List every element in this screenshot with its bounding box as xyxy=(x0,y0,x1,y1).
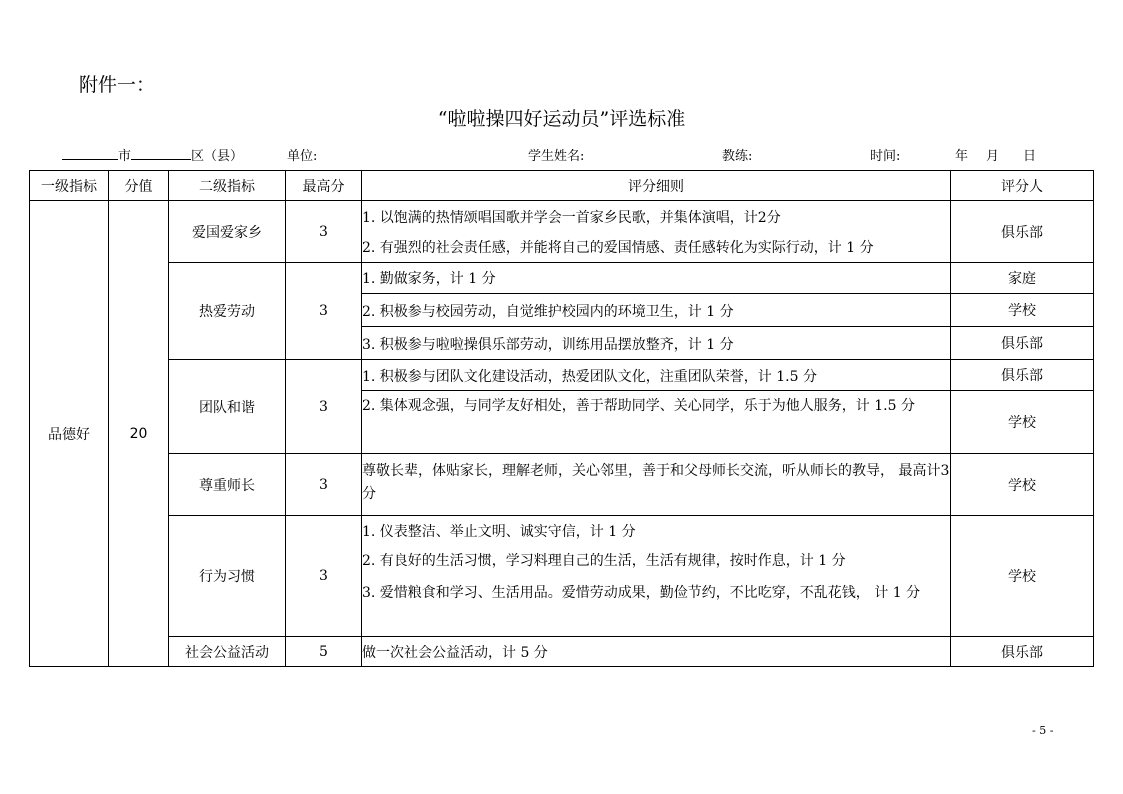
header-score: 分值 xyxy=(124,178,153,195)
grader-cell: 家庭 xyxy=(1008,271,1036,287)
level2-cell: 爱国爱家乡 xyxy=(192,224,262,241)
max-score-cell: 3 xyxy=(319,476,328,493)
detail-line: 2. 积极参与校园劳动，自觉维护校园内的环境卫生，计 1 分 xyxy=(362,304,734,320)
detail-line: 3. 积极参与啦啦操俱乐部劳动，训练用品摆放整齐，计 1 分 xyxy=(362,337,734,353)
time-label: 时间: xyxy=(870,149,901,164)
max-score-cell: 3 xyxy=(319,223,328,240)
grader-cell: 学校 xyxy=(1008,477,1036,494)
header-level1: 一级指标 xyxy=(41,178,97,195)
max-score-cell: 3 xyxy=(319,303,328,319)
level2-cell: 行为习惯 xyxy=(199,569,255,585)
level2-cell: 团队和谐 xyxy=(199,399,255,416)
detail-line: 1. 积极参与团队文化建设活动，热爱团队文化，注重团队荣誉，计 1.5 分 xyxy=(362,369,817,385)
header-grader: 评分人 xyxy=(1001,178,1043,195)
document-title: “啦啦操四好运动员”评选标准 xyxy=(437,108,686,130)
detail-line: 1. 以饱满的热情颂唱国歌并学会一首家乡民歌，并集体演唱，计2分 xyxy=(362,210,781,226)
grader-cell: 学校 xyxy=(1008,415,1036,431)
grader-cell: 学校 xyxy=(1008,303,1036,319)
level1-cell: 品德好 xyxy=(48,426,90,443)
grader-cell: 俱乐部 xyxy=(1001,224,1043,241)
level2-cell: 热爱劳动 xyxy=(199,304,255,320)
max-score-cell: 3 xyxy=(319,568,328,584)
year-label: 年 xyxy=(955,149,969,164)
score-cell: 20 xyxy=(129,425,148,442)
attachment-label: 附件一： xyxy=(79,74,156,96)
max-score-cell: 5 xyxy=(319,643,328,660)
grader-cell: 学校 xyxy=(1008,569,1036,585)
student-name-label: 学生姓名: xyxy=(528,149,585,164)
grader-cell: 俱乐部 xyxy=(1001,336,1043,352)
header-level2: 二级指标 xyxy=(199,178,255,195)
unit-label: 单位: xyxy=(287,149,318,164)
detail-line: 2. 集体观念强，与同学友好相处，善于帮助同学、关心同学，乐于为他人服务，计 1.5 分 xyxy=(362,398,915,414)
detail-line: 2. 有强烈的社会责任感，并能将自己的爱国情感、责任感转化为实际行动，计 1 分 xyxy=(362,240,874,256)
header-details: 评分细则 xyxy=(628,178,684,195)
district-label: 区（县） xyxy=(191,149,244,164)
coach-label: 教练: xyxy=(722,149,753,164)
level2-cell: 尊重师长 xyxy=(199,477,255,494)
grader-cell: 俱乐部 xyxy=(1001,368,1043,384)
page-number: - 5 - xyxy=(1032,724,1054,737)
day-label: 日 xyxy=(1023,149,1037,164)
level2-cell: 社会公益活动 xyxy=(185,644,269,661)
detail-line: 1. 仪表整洁、举止文明、诚实守信，计 1 分 xyxy=(362,524,636,540)
detail-line: 尊敬长辈，体贴家长，理解老师，关心邻里，善于和父母师长交流，听从师长的教导， 最高计3分 xyxy=(362,463,950,502)
max-score-cell: 3 xyxy=(319,398,328,415)
detail-line: 2. 有良好的生活习惯，学习料理自己的生活，生活有规律，按时作息，计 1 分 xyxy=(362,553,846,569)
header-max-score: 最高分 xyxy=(302,178,345,195)
detail-line: 做一次社会公益活动，计 5 分 xyxy=(362,645,548,661)
detail-line: 3. 爱惜粮食和学习、生活用品。爱惜劳动成果，勤俭节约，不比吃穿，不乱花钱， 计 1 分 xyxy=(362,585,921,601)
grader-cell: 俱乐部 xyxy=(1001,644,1043,661)
detail-line: 1. 勤做家务，计 1 分 xyxy=(362,271,496,287)
month-label: 月 xyxy=(986,149,1000,164)
city-label: 市 xyxy=(118,149,132,164)
